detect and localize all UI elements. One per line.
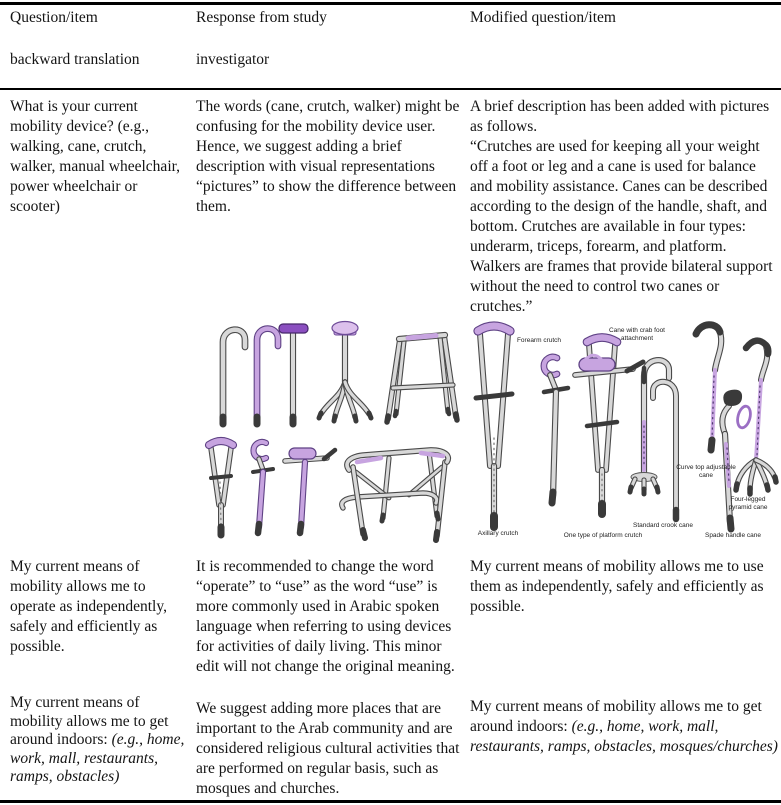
label-crook-cane: Standard crook cane (633, 522, 693, 529)
label-forearm-crutch: Forearm crutch (516, 337, 562, 344)
header-modified (470, 8, 778, 28)
header-question-item-line1: Question/item (10, 9, 98, 26)
row1-response-cell (196, 97, 460, 217)
row3-modified-examples: (e.g., home, work, mall, restaurants, ramps, obstacles, mosques/churches) (470, 718, 778, 755)
label-axillary-crutch: Axillary crutch (477, 530, 519, 537)
quad-cane (319, 322, 371, 422)
crook-cane-gray (223, 330, 245, 424)
row3-response-cell (196, 699, 462, 799)
row1-modified-quote: “Crutches are used for keeping all your weight off a foot or leg and a cane is used for balance and mobility assistance. Canes can be described according to the design of the handle, shaft, and bottom. Crutches are available in four types: underarm, triceps, forearm, and platform. Walkers are frames that provide bilateral support without the need to control two canes or crutches.” (470, 138, 773, 315)
row2-question-cell (10, 557, 190, 657)
label-crab-foot-cane: Cane with crab foot attachment (608, 327, 665, 342)
label-pyramid-cane: Four-legged pyramid cane (728, 496, 768, 511)
row1-modified-intro: A brief description has been added with pictures as follows. (470, 98, 770, 135)
table-top-rule (0, 2, 781, 5)
row2-question-text: My current means of mobility allows me to operate as independently, safely and efficiently as possible. (10, 558, 167, 655)
mobility-devices-figure-labeled (463, 318, 779, 548)
mobility-devices-plain-illustration (193, 312, 463, 544)
label-curve-top-cane: Curve top adjustable cane (676, 464, 736, 479)
row3-question-text: My current means of mobility allows me to get around indoors: (10, 694, 169, 748)
header-question-item-line2: backward translation (10, 51, 140, 68)
row3-question-cell (10, 694, 190, 787)
row3-response-text: We suggest adding more places that are important to the Arab community and are considered religious cultural activities that are performed on regular basis, such as mosques and churches. (196, 700, 460, 797)
walking-frame (387, 335, 457, 422)
header-response-line2: investigator (196, 51, 270, 68)
row1-question-cell (10, 97, 190, 217)
row1-question-text: What is your current mobility device? (e.g., walking, cane, crutch, walker, manual wheelchair, power wheelchair or scooter) (10, 98, 181, 215)
forearm-crutch-small (253, 442, 273, 533)
header-response-line1: Response from study (196, 9, 327, 26)
header-response (196, 8, 460, 70)
row1-modified-cell (470, 97, 780, 317)
row2-response-text: It is recommended to change the word “operate” to “use” as the word “use” is more commonly used in Arabic spoken language when referring to using devices for activities of daily living. This minor edit will not change the original meaning. (196, 558, 455, 675)
t-handle-cane (279, 324, 308, 424)
standard-crook-cane (653, 382, 676, 519)
row3-question-examples: (e.g., home, work, mall, restaurants, ramps, obstacles) (10, 731, 185, 785)
label-platform-crutch: One type of platform crutch (563, 532, 643, 539)
row2-modified-text: My current means of mobility allows me to use them as independently, safely and efficiently as possible. (470, 558, 764, 615)
crook-cane-purple (257, 329, 278, 424)
table-header-rule (0, 88, 781, 90)
row2-modified-cell (470, 557, 780, 617)
mobility-devices-labeled-illustration (463, 318, 779, 548)
row3-modified-cell (470, 697, 780, 757)
table-bottom-rule (0, 800, 781, 803)
forearm-crutch (544, 357, 568, 503)
row1-response-text: The words (cane, crutch, walker) might be confusing for the mobility device user. Hence, we suggest adding a brief description with visual representations “pictures” to show the difference between them. (196, 98, 460, 215)
curve-top-adjustable-cane (696, 325, 721, 450)
row3-modified-text: My current means of mobility allows me to get around indoors: (470, 698, 762, 735)
mobility-devices-figure-plain (193, 312, 463, 544)
label-spade-cane: Spade handle cane (704, 532, 762, 539)
axillary-crutch-small (209, 441, 233, 535)
folding-walker (342, 450, 448, 540)
platform-crutch-small (285, 448, 335, 533)
row2-response-cell (196, 557, 462, 677)
four-legged-pyramid-cane (736, 341, 776, 494)
header-question-item (10, 8, 190, 70)
header-modified-line1: Modified question/item (470, 9, 616, 26)
axillary-crutch (476, 326, 512, 527)
